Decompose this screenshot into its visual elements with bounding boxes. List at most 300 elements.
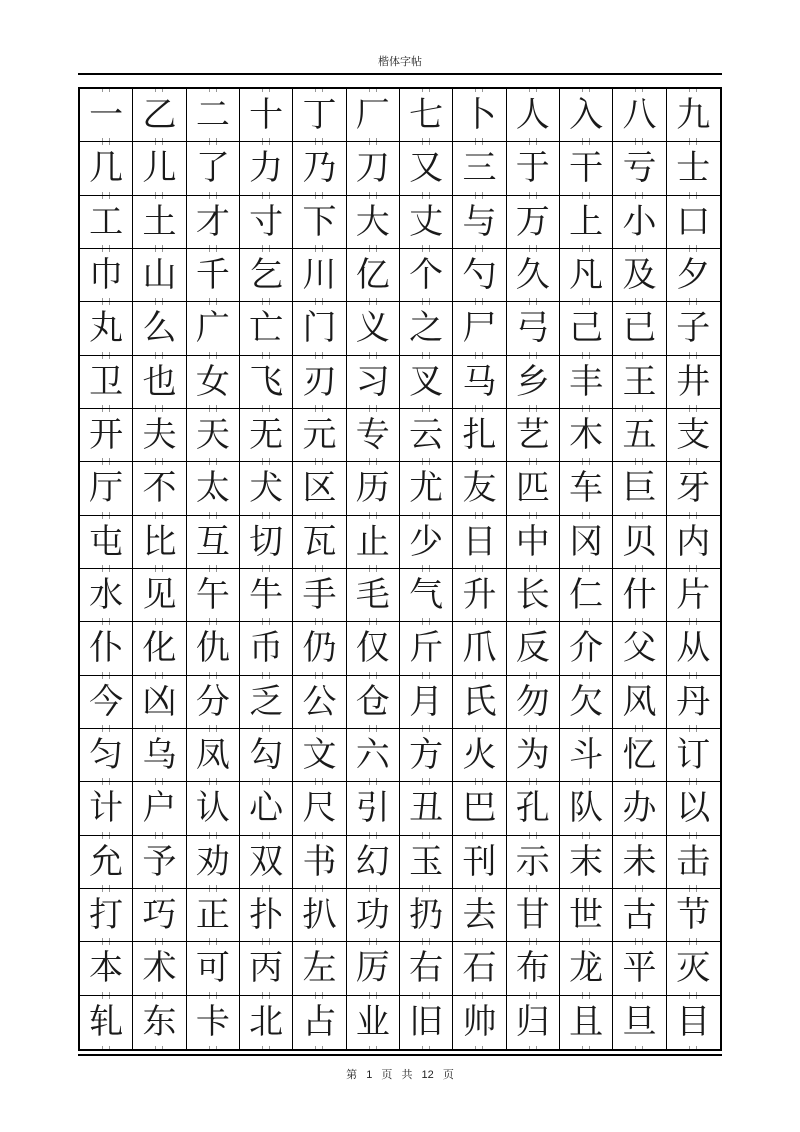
cell-guide-mark <box>529 302 537 305</box>
practice-character: 止 <box>355 521 390 562</box>
cell-guide-mark <box>582 462 590 465</box>
grid-cell <box>133 942 186 995</box>
practice-character: 千 <box>195 255 230 296</box>
cell-guide-mark <box>102 622 110 625</box>
cell-guide-mark <box>102 1046 110 1049</box>
practice-character: 艺 <box>515 415 550 456</box>
practice-character: 占 <box>302 1002 337 1043</box>
practice-character: 户 <box>142 788 177 829</box>
cell-guide-mark <box>155 298 163 301</box>
cell-guide-mark <box>689 512 697 515</box>
practice-character: 义 <box>355 308 390 349</box>
cell-guide-mark <box>102 885 110 888</box>
practice-character: 未 <box>622 841 657 882</box>
cell-guide-mark <box>475 516 483 519</box>
cell-guide-mark <box>102 782 110 785</box>
cell-guide-mark <box>315 142 323 145</box>
grid-cell <box>80 782 133 835</box>
footer-rule <box>78 1054 722 1056</box>
practice-character: 巨 <box>622 468 657 509</box>
cell-guide-mark <box>155 676 163 679</box>
practice-character: 凤 <box>195 735 230 776</box>
grid-cell <box>613 462 666 515</box>
cell-guide-mark <box>635 778 643 781</box>
cell-guide-mark <box>529 782 537 785</box>
cell-guide-mark <box>262 249 270 252</box>
grid-cell <box>560 889 613 942</box>
cell-guide-mark <box>582 1046 590 1049</box>
practice-character: 化 <box>142 628 177 669</box>
practice-character: 巧 <box>142 895 177 936</box>
grid-cell <box>400 462 453 515</box>
grid-cell <box>667 89 720 142</box>
grid-cell <box>240 89 293 142</box>
grid-cell <box>80 729 133 782</box>
practice-character: 士 <box>676 148 711 189</box>
practice-character: 目 <box>676 1002 711 1043</box>
practice-character: 几 <box>89 148 124 189</box>
practice-character: 于 <box>515 148 550 189</box>
cell-guide-mark <box>422 1046 430 1049</box>
grid-cell <box>240 409 293 462</box>
practice-character: 匹 <box>515 468 550 509</box>
page-footer <box>0 1066 800 1082</box>
grid-cell <box>507 249 560 302</box>
practice-character: 天 <box>195 415 230 456</box>
cell-guide-mark <box>529 249 537 252</box>
cell-guide-mark <box>369 196 377 199</box>
practice-character: 仇 <box>195 628 230 669</box>
cell-guide-mark <box>102 832 110 835</box>
grid-cell <box>400 782 453 835</box>
practice-character: 扔 <box>409 895 444 936</box>
practice-character: 八 <box>622 95 657 136</box>
grid-cell <box>667 782 720 835</box>
grid-cell <box>187 142 240 195</box>
practice-character: 厉 <box>355 948 390 989</box>
practice-character: 口 <box>676 201 711 242</box>
cell-guide-mark <box>102 672 110 675</box>
cell-guide-mark <box>155 89 163 92</box>
practice-character: 王 <box>622 361 657 402</box>
grid-cell <box>240 302 293 355</box>
cell-guide-mark <box>315 356 323 359</box>
grid-cell <box>560 676 613 729</box>
cell-guide-mark <box>689 1046 697 1049</box>
cell-guide-mark <box>262 142 270 145</box>
cell-guide-mark <box>422 298 430 301</box>
cell-guide-mark <box>315 938 323 941</box>
practice-character: 欠 <box>569 681 604 722</box>
footer-label-page: 第 <box>346 1069 358 1081</box>
cell-guide-mark <box>102 565 110 568</box>
grid-cell <box>507 462 560 515</box>
cell-guide-mark <box>102 196 110 199</box>
grid-cell <box>560 356 613 409</box>
grid-cell <box>293 782 346 835</box>
practice-character: 正 <box>195 895 230 936</box>
practice-character: 乌 <box>142 735 177 776</box>
cell-guide-mark <box>689 885 697 888</box>
cell-guide-mark <box>689 249 697 252</box>
grid-cell <box>613 889 666 942</box>
cell-guide-mark <box>102 729 110 732</box>
cell-guide-mark <box>155 458 163 461</box>
practice-character: 也 <box>142 361 177 402</box>
practice-character: 归 <box>515 1002 550 1043</box>
cell-guide-mark <box>102 996 110 999</box>
practice-character: 入 <box>569 95 604 136</box>
practice-character: 世 <box>569 895 604 936</box>
cell-guide-mark <box>529 676 537 679</box>
cell-guide-mark <box>102 298 110 301</box>
practice-character: 予 <box>142 841 177 882</box>
grid-cell <box>453 302 506 355</box>
cell-guide-mark <box>422 889 430 892</box>
cell-guide-mark <box>209 889 217 892</box>
practice-character: 及 <box>622 255 657 296</box>
practice-character: 毛 <box>355 575 390 616</box>
grid-cell <box>347 836 400 889</box>
grid-cell <box>507 409 560 462</box>
grid-cell <box>80 676 133 729</box>
grid-cell <box>453 249 506 302</box>
grid-cell <box>560 729 613 782</box>
practice-character: 飞 <box>249 361 284 402</box>
cell-guide-mark <box>422 832 430 835</box>
practice-character: 了 <box>195 148 230 189</box>
practice-character: 劝 <box>195 841 230 882</box>
cell-guide-mark <box>262 676 270 679</box>
grid-cell <box>560 302 613 355</box>
cell-guide-mark <box>422 725 430 728</box>
practice-character: 业 <box>355 1002 390 1043</box>
practice-character: 不 <box>142 468 177 509</box>
practice-character: 乞 <box>249 255 284 296</box>
cell-guide-mark <box>262 516 270 519</box>
cell-guide-mark <box>209 725 217 728</box>
cell-guide-mark <box>262 885 270 888</box>
cell-guide-mark <box>529 138 537 141</box>
cell-guide-mark <box>315 298 323 301</box>
cell-guide-mark <box>369 249 377 252</box>
practice-character: 区 <box>302 468 337 509</box>
cell-guide-mark <box>475 462 483 465</box>
practice-character: 丁 <box>302 95 337 136</box>
cell-guide-mark <box>529 942 537 945</box>
cell-guide-mark <box>102 889 110 892</box>
cell-guide-mark <box>529 142 537 145</box>
grid-cell <box>80 196 133 249</box>
practice-character: 可 <box>195 948 230 989</box>
cell-guide-mark <box>209 516 217 519</box>
grid-cell <box>293 302 346 355</box>
practice-character: 灭 <box>676 948 711 989</box>
grid-cell <box>453 942 506 995</box>
cell-guide-mark <box>529 192 537 195</box>
grid-cell <box>293 836 346 889</box>
practice-character: 队 <box>569 788 604 829</box>
practice-character: 互 <box>195 521 230 562</box>
practice-character: 夕 <box>676 255 711 296</box>
practice-character: 瓦 <box>302 521 337 562</box>
grid-cell <box>187 729 240 782</box>
cell-guide-mark <box>582 676 590 679</box>
page-header-title: 楷体字帖 <box>378 56 422 68</box>
grid-cell <box>347 409 400 462</box>
practice-character: 书 <box>302 841 337 882</box>
cell-guide-mark <box>209 249 217 252</box>
practice-character: 历 <box>355 468 390 509</box>
cell-guide-mark <box>315 462 323 465</box>
cell-guide-mark <box>422 196 430 199</box>
grid-cell <box>400 409 453 462</box>
practice-character: 扎 <box>462 415 497 456</box>
practice-character: 己 <box>569 308 604 349</box>
grid-cell <box>667 889 720 942</box>
cell-guide-mark <box>315 302 323 305</box>
cell-guide-mark <box>689 356 697 359</box>
cell-guide-mark <box>102 138 110 141</box>
grid-cell <box>347 462 400 515</box>
grid-cell <box>293 89 346 142</box>
grid-cell <box>667 942 720 995</box>
cell-guide-mark <box>315 778 323 781</box>
practice-character: 月 <box>409 681 444 722</box>
cell-guide-mark <box>209 142 217 145</box>
cell-guide-mark <box>689 298 697 301</box>
cell-guide-mark <box>582 516 590 519</box>
cell-guide-mark <box>582 245 590 248</box>
practice-character: 扑 <box>249 895 284 936</box>
practice-character: 仆 <box>89 628 124 669</box>
practice-character: 巾 <box>89 255 124 296</box>
cell-guide-mark <box>262 565 270 568</box>
cell-guide-mark <box>475 725 483 728</box>
practice-character: 门 <box>302 308 337 349</box>
header-rule <box>78 73 722 75</box>
practice-character: 且 <box>569 1002 604 1043</box>
cell-guide-mark <box>315 618 323 621</box>
cell-guide-mark <box>315 192 323 195</box>
grid-cell <box>507 889 560 942</box>
practice-character: 片 <box>676 575 711 616</box>
cell-guide-mark <box>155 725 163 728</box>
cell-guide-mark <box>209 462 217 465</box>
practice-character: 木 <box>569 415 604 456</box>
cell-guide-mark <box>635 352 643 355</box>
cell-guide-mark <box>422 462 430 465</box>
practice-character: 引 <box>355 788 390 829</box>
cell-guide-mark <box>422 138 430 141</box>
cell-guide-mark <box>689 142 697 145</box>
cell-guide-mark <box>262 409 270 412</box>
grid-cell <box>240 996 293 1049</box>
grid-cell <box>667 676 720 729</box>
grid-cell <box>613 302 666 355</box>
grid-cell <box>667 249 720 302</box>
grid-cell <box>80 569 133 622</box>
cell-guide-mark <box>369 778 377 781</box>
cell-guide-mark <box>262 942 270 945</box>
cell-guide-mark <box>369 1046 377 1049</box>
cell-guide-mark <box>529 356 537 359</box>
practice-character: 夫 <box>142 415 177 456</box>
cell-guide-mark <box>102 676 110 679</box>
cell-guide-mark <box>635 938 643 941</box>
practice-character: 切 <box>249 521 284 562</box>
cell-guide-mark <box>315 196 323 199</box>
cell-guide-mark <box>422 409 430 412</box>
grid-cell <box>613 516 666 569</box>
grid-cell <box>240 142 293 195</box>
practice-character: 尺 <box>302 788 337 829</box>
cell-guide-mark <box>422 672 430 675</box>
practice-character: 旦 <box>622 1002 657 1043</box>
cell-guide-mark <box>582 618 590 621</box>
practice-character: 方 <box>409 735 444 776</box>
cell-guide-mark <box>475 672 483 675</box>
practice-character: 今 <box>89 681 124 722</box>
footer-label-pages: 页 <box>442 1069 454 1081</box>
cell-guide-mark <box>102 352 110 355</box>
cell-guide-mark <box>422 405 430 408</box>
cell-guide-mark <box>475 889 483 892</box>
grid-cell <box>347 676 400 729</box>
cell-guide-mark <box>209 676 217 679</box>
practice-character: 示 <box>515 841 550 882</box>
practice-character: 卡 <box>195 1002 230 1043</box>
practice-character: 丑 <box>409 788 444 829</box>
practice-character: 卫 <box>89 361 124 402</box>
cell-guide-mark <box>155 516 163 519</box>
grid-cell <box>667 569 720 622</box>
cell-guide-mark <box>209 996 217 999</box>
grid-cell <box>187 942 240 995</box>
grid-cell <box>667 302 720 355</box>
cell-guide-mark <box>635 729 643 732</box>
cell-guide-mark <box>529 462 537 465</box>
cell-guide-mark <box>422 676 430 679</box>
grid-cell <box>667 729 720 782</box>
practice-character: 见 <box>142 575 177 616</box>
grid-cell <box>347 516 400 569</box>
practice-character: 左 <box>302 948 337 989</box>
cell-guide-mark <box>635 565 643 568</box>
cell-guide-mark <box>475 245 483 248</box>
practice-character: 爪 <box>462 628 497 669</box>
grid-cell <box>667 836 720 889</box>
cell-guide-mark <box>155 1046 163 1049</box>
cell-guide-mark <box>582 405 590 408</box>
cell-guide-mark <box>369 618 377 621</box>
grid-cell <box>80 836 133 889</box>
grid-cell <box>133 996 186 1049</box>
grid-cell <box>133 622 186 675</box>
cell-guide-mark <box>635 249 643 252</box>
practice-character: 亿 <box>355 255 390 296</box>
grid-cell <box>453 676 506 729</box>
practice-character: 上 <box>569 201 604 242</box>
cell-guide-mark <box>369 672 377 675</box>
cell-guide-mark <box>102 142 110 145</box>
practice-character: 马 <box>462 361 497 402</box>
grid-cell <box>507 356 560 409</box>
cell-guide-mark <box>155 885 163 888</box>
cell-guide-mark <box>689 938 697 941</box>
cell-guide-mark <box>369 782 377 785</box>
cell-guide-mark <box>262 352 270 355</box>
practice-character: 扒 <box>302 895 337 936</box>
cell-guide-mark <box>315 836 323 839</box>
grid-cell <box>187 569 240 622</box>
grid-cell <box>347 996 400 1049</box>
cell-guide-mark <box>369 622 377 625</box>
cell-guide-mark <box>475 729 483 732</box>
cell-guide-mark <box>209 618 217 621</box>
cell-guide-mark <box>475 138 483 141</box>
grid-cell <box>453 729 506 782</box>
cell-guide-mark <box>315 676 323 679</box>
grid-cell <box>240 836 293 889</box>
grid-cell <box>613 569 666 622</box>
practice-character: 力 <box>249 148 284 189</box>
cell-guide-mark <box>262 729 270 732</box>
grid-cell <box>613 89 666 142</box>
cell-guide-mark <box>422 885 430 888</box>
grid-cell <box>507 622 560 675</box>
cell-guide-mark <box>262 996 270 999</box>
grid-cell <box>667 462 720 515</box>
practice-character: 山 <box>142 255 177 296</box>
cell-guide-mark <box>422 569 430 572</box>
practice-character: 石 <box>462 948 497 989</box>
cell-guide-mark <box>422 565 430 568</box>
practice-character: 术 <box>142 948 177 989</box>
cell-guide-mark <box>635 569 643 572</box>
cell-guide-mark <box>315 458 323 461</box>
grid-cell <box>613 996 666 1049</box>
cell-guide-mark <box>315 249 323 252</box>
grid-cell <box>667 196 720 249</box>
practice-character: 平 <box>622 948 657 989</box>
grid-cell <box>400 142 453 195</box>
practice-character: 旧 <box>409 1002 444 1043</box>
grid-cell <box>560 89 613 142</box>
grid-cell <box>560 836 613 889</box>
cell-guide-mark <box>262 138 270 141</box>
cell-guide-mark <box>529 996 537 999</box>
practice-character: 之 <box>409 308 444 349</box>
cell-guide-mark <box>635 725 643 728</box>
practice-character: 丰 <box>569 361 604 402</box>
grid-cell <box>187 622 240 675</box>
cell-guide-mark <box>422 512 430 515</box>
practice-character: 么 <box>142 308 177 349</box>
grid-cell <box>347 89 400 142</box>
practice-character: 币 <box>249 628 284 669</box>
grid-cell <box>80 249 133 302</box>
cell-guide-mark <box>582 778 590 781</box>
practice-character: 贝 <box>622 521 657 562</box>
practice-character: 文 <box>302 735 337 776</box>
grid-cell <box>80 302 133 355</box>
cell-guide-mark <box>369 89 377 92</box>
grid-cell <box>187 836 240 889</box>
grid-cell <box>400 942 453 995</box>
grid-cell <box>347 196 400 249</box>
cell-guide-mark <box>422 89 430 92</box>
